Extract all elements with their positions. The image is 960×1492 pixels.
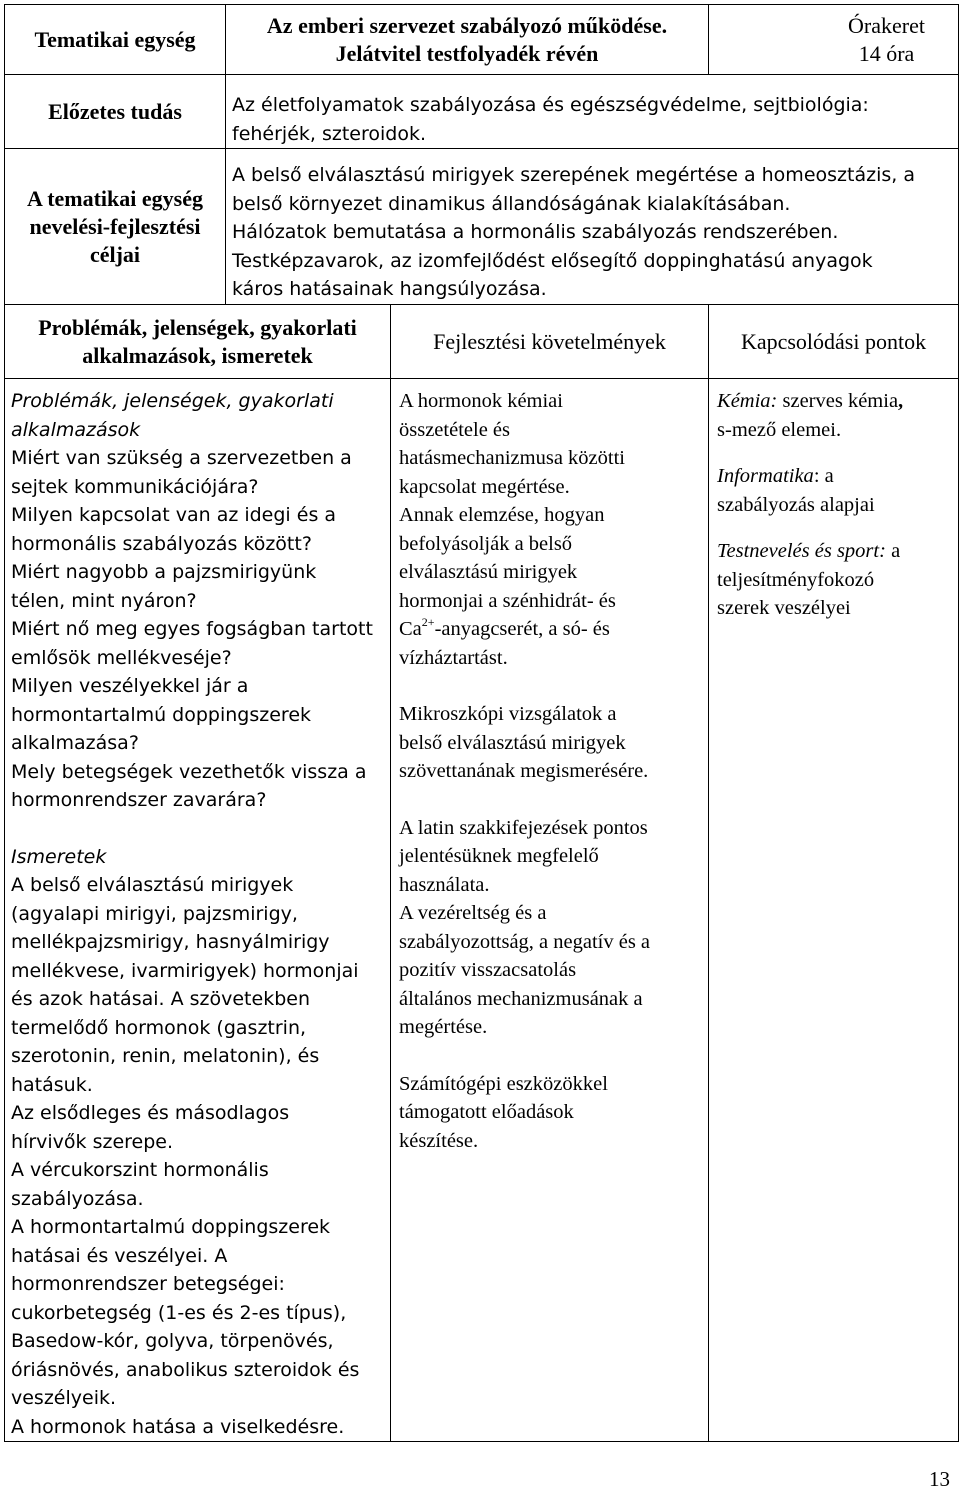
knowledge-line: veszélyeik. xyxy=(11,1387,117,1409)
requirement-line: hatásmechanizmusa közötti xyxy=(399,447,625,469)
requirement-line: A latin szakkifejezések pontos xyxy=(399,816,648,839)
goals-label-cell xyxy=(5,149,226,305)
knowledge-line: mellékvese, ivarmirigyek) hormonjai xyxy=(11,959,359,982)
ca-suffix: -anyagcserét, a só- és xyxy=(434,618,610,640)
goals-label-line: nevelési-fejlesztési xyxy=(29,213,201,239)
goals-line: A belső elválasztású mirigyek szerepének megértése a homeosztázis, a xyxy=(232,164,915,186)
knowledge-line: Basedow-kór, golyva, törpenövés, xyxy=(11,1330,334,1352)
requirement-line: hormonjai a szénhidrát- és xyxy=(399,589,616,612)
requirements-header: Fejlesztési követelmények xyxy=(433,328,666,354)
goals-line: Hálózatok bemutatása a hormonális szabályozás rendszerében. xyxy=(232,221,839,243)
prior-knowledge-cell xyxy=(226,75,959,149)
requirement-line: általános mechanizmusának a xyxy=(399,987,643,1010)
knowledge-line: A hormonok hatása a viselkedésre. xyxy=(11,1415,345,1438)
requirement-line: szövettanának megismerésére. xyxy=(399,760,649,782)
problems-heading-line: Problémák, jelenségek, gyakorlati xyxy=(11,390,334,412)
hours-cell xyxy=(709,5,959,75)
requirement-line: Annak elemzése, hogyan xyxy=(399,504,605,526)
spacer xyxy=(11,815,384,843)
column-headers-row xyxy=(5,305,959,379)
ca-charge: 2+ xyxy=(421,615,435,629)
connection-chemistry-topic: szerves kémia xyxy=(782,390,899,412)
problem-line: alkalmazása? xyxy=(11,732,139,754)
unit-label-cell xyxy=(5,5,226,75)
connection-subject-informatics: Informatika xyxy=(717,465,814,487)
spacer xyxy=(399,786,702,814)
connection-subject-chemistry: Kémia: xyxy=(717,390,778,412)
connection-chemistry-line2: s-mező elemei. xyxy=(717,418,842,441)
problem-line: Milyen kapcsolat van az idegi és a xyxy=(11,504,337,526)
knowledge-line: A vércukorszint hormonális xyxy=(11,1159,269,1181)
prior-knowledge-label: Előzetes tudás xyxy=(48,98,182,124)
requirement-line: befolyásolják a belső xyxy=(399,532,573,555)
problem-line: télen, mint nyáron? xyxy=(11,589,197,612)
problem-line: emlősök mellékveséje? xyxy=(11,646,232,669)
connection-informatics-colon: : a xyxy=(813,465,834,487)
problem-line: Mely betegségek vezethetők vissza a xyxy=(11,760,367,783)
requirement-line: használata. xyxy=(399,873,490,896)
requirement-line: jelentésüknek megfelelő xyxy=(399,845,599,867)
knowledge-line: (agyalapi mirigyi, pajzsmirigy, xyxy=(11,902,298,925)
unit-title-cell xyxy=(226,5,709,75)
spacer xyxy=(717,519,952,537)
spacer xyxy=(717,444,952,462)
connections-header-cell xyxy=(709,305,959,379)
prior-knowledge-line: fehérjék, szteroidok. xyxy=(232,122,427,145)
unit-title-line2: Jelátvitel testfolyadék révén xyxy=(335,40,599,66)
curriculum-table xyxy=(4,4,959,1442)
connections-cell xyxy=(709,379,959,1442)
knowledge-line: hormonrendszer betegségei: xyxy=(11,1273,285,1295)
requirement-line: Mikroszkópi vizsgálatok a xyxy=(399,703,617,725)
problem-line: Miért van szükség a szervezetben a xyxy=(11,447,352,469)
connection-chemistry-comma: , xyxy=(898,390,904,412)
requirement-line: Számítógépi eszközökkel xyxy=(399,1072,608,1095)
requirement-line: készítése. xyxy=(399,1129,479,1152)
problem-line: Milyen veszélyekkel jár a xyxy=(11,675,249,697)
requirement-line: támogatott előadások xyxy=(399,1101,574,1123)
unit-title-line1: Az emberi szervezet szabályozó működése. xyxy=(266,12,668,38)
knowledge-line: A belső elválasztású mirigyek xyxy=(11,874,294,896)
problem-line: Miért nagyobb a pajzsmirigyünk xyxy=(11,561,317,583)
knowledge-line: szerotonin, renin, melatonin), és xyxy=(11,1045,320,1067)
connection-pe-line2: teljesítményfokozó xyxy=(717,568,875,591)
knowledge-line: mellékpajzsmirigy, hasnyálmirigy xyxy=(11,931,330,953)
requirement-line: szabályozottság, a negatív és a xyxy=(399,930,651,953)
connection-chemistry-line1 xyxy=(717,387,952,416)
knowledge-line: cukorbetegség (1-es és 2-es típus), xyxy=(11,1301,347,1324)
goals-cell xyxy=(226,149,959,305)
unit-label: Tematikai egység xyxy=(34,26,196,52)
connection-informatics-line2: szabályozás alapjai xyxy=(717,493,875,516)
requirement-line: elválasztású mirigyek xyxy=(399,561,578,583)
requirement-line: belső elválasztású mirigyek xyxy=(399,731,626,754)
connection-subject-pe: Testnevelés és sport: xyxy=(717,540,886,562)
requirements-header-cell xyxy=(391,305,709,379)
problems-heading-line: alkalmazások xyxy=(11,418,141,441)
content-row xyxy=(5,379,959,1442)
goals-line: belső környezet dinamikus állandóságának kialakításában. xyxy=(232,192,791,215)
problems-header-cell xyxy=(5,305,391,379)
problem-line: hormonális szabályozás között? xyxy=(11,532,312,555)
goals-label-line: céljai xyxy=(89,241,141,267)
ca-symbol: Ca xyxy=(399,618,422,640)
connection-pe-tail: a xyxy=(891,540,901,562)
problem-line: Miért nő meg egyes fogságban tartott xyxy=(11,618,373,640)
spacer xyxy=(399,1042,702,1070)
problems-header-line: Problémák, jelenségek, gyakorlati xyxy=(38,314,357,340)
requirement-line: megértése. xyxy=(399,1016,488,1038)
requirement-line: vízháztartást. xyxy=(399,646,508,669)
header-row xyxy=(5,5,959,75)
problems-knowledge-cell xyxy=(5,379,391,1442)
goals-row xyxy=(5,149,959,305)
knowledge-line: szabályozása. xyxy=(11,1187,144,1210)
problem-line: sejtek kommunikációjára? xyxy=(11,475,259,498)
connection-pe-line3: szerek veszélyei xyxy=(717,597,851,619)
requirements-cell xyxy=(391,379,709,1442)
problem-line: hormonrendszer zavarára? xyxy=(11,789,267,811)
requirement-line: A vezéreltség és a xyxy=(399,902,547,924)
prior-knowledge-label-cell xyxy=(5,75,226,149)
goals-label-line: A tematikai egység xyxy=(27,185,203,211)
requirement-line: A hormonok kémiai xyxy=(399,390,563,412)
knowledge-heading: Ismeretek xyxy=(11,845,107,868)
problems-header-line: alkalmazások, ismeretek xyxy=(82,342,313,368)
problem-line: hormontartalmú doppingszerek xyxy=(11,703,312,726)
goals-line: káros hatásainak hangsúlyozása. xyxy=(232,278,547,300)
hours-label: Órakeret xyxy=(848,12,925,38)
requirement-line: pozitív visszacsatolás xyxy=(399,959,577,981)
requirement-line: összetétele és xyxy=(399,418,510,441)
knowledge-line: hatásuk. xyxy=(11,1073,93,1096)
knowledge-line: Az elsődleges és másodlagos xyxy=(11,1102,290,1124)
connection-informatics-line1 xyxy=(717,462,952,491)
prior-knowledge-line: Az életfolyamatok szabályozása és egészségvédelme, sejtbiológia: xyxy=(232,94,869,116)
requirement-ca-line xyxy=(399,615,702,644)
knowledge-line: hatásai és veszélyei. A xyxy=(11,1244,228,1267)
knowledge-line: és azok hatásai. A szövetekben xyxy=(11,988,310,1010)
spacer xyxy=(399,672,702,700)
connection-pe-line1 xyxy=(717,537,952,566)
prior-knowledge-row xyxy=(5,75,959,149)
knowledge-line: termelődő hormonok (gasztrin, xyxy=(11,1016,307,1039)
page-number: 13 xyxy=(929,1467,950,1491)
hours-value: 14 óra xyxy=(858,40,915,66)
connections-header: Kapcsolódási pontok xyxy=(740,328,927,354)
goals-line: Testképzavarok, az izomfejlődést elősegítő doppinghatású anyagok xyxy=(232,249,873,272)
knowledge-line: óriásnövés, anabolikus szteroidok és xyxy=(11,1358,360,1381)
knowledge-line: A hormontartalmú doppingszerek xyxy=(11,1216,331,1238)
knowledge-line: hírvivők szerepe. xyxy=(11,1130,174,1153)
requirement-line: kapcsolat megértése. xyxy=(399,475,570,498)
